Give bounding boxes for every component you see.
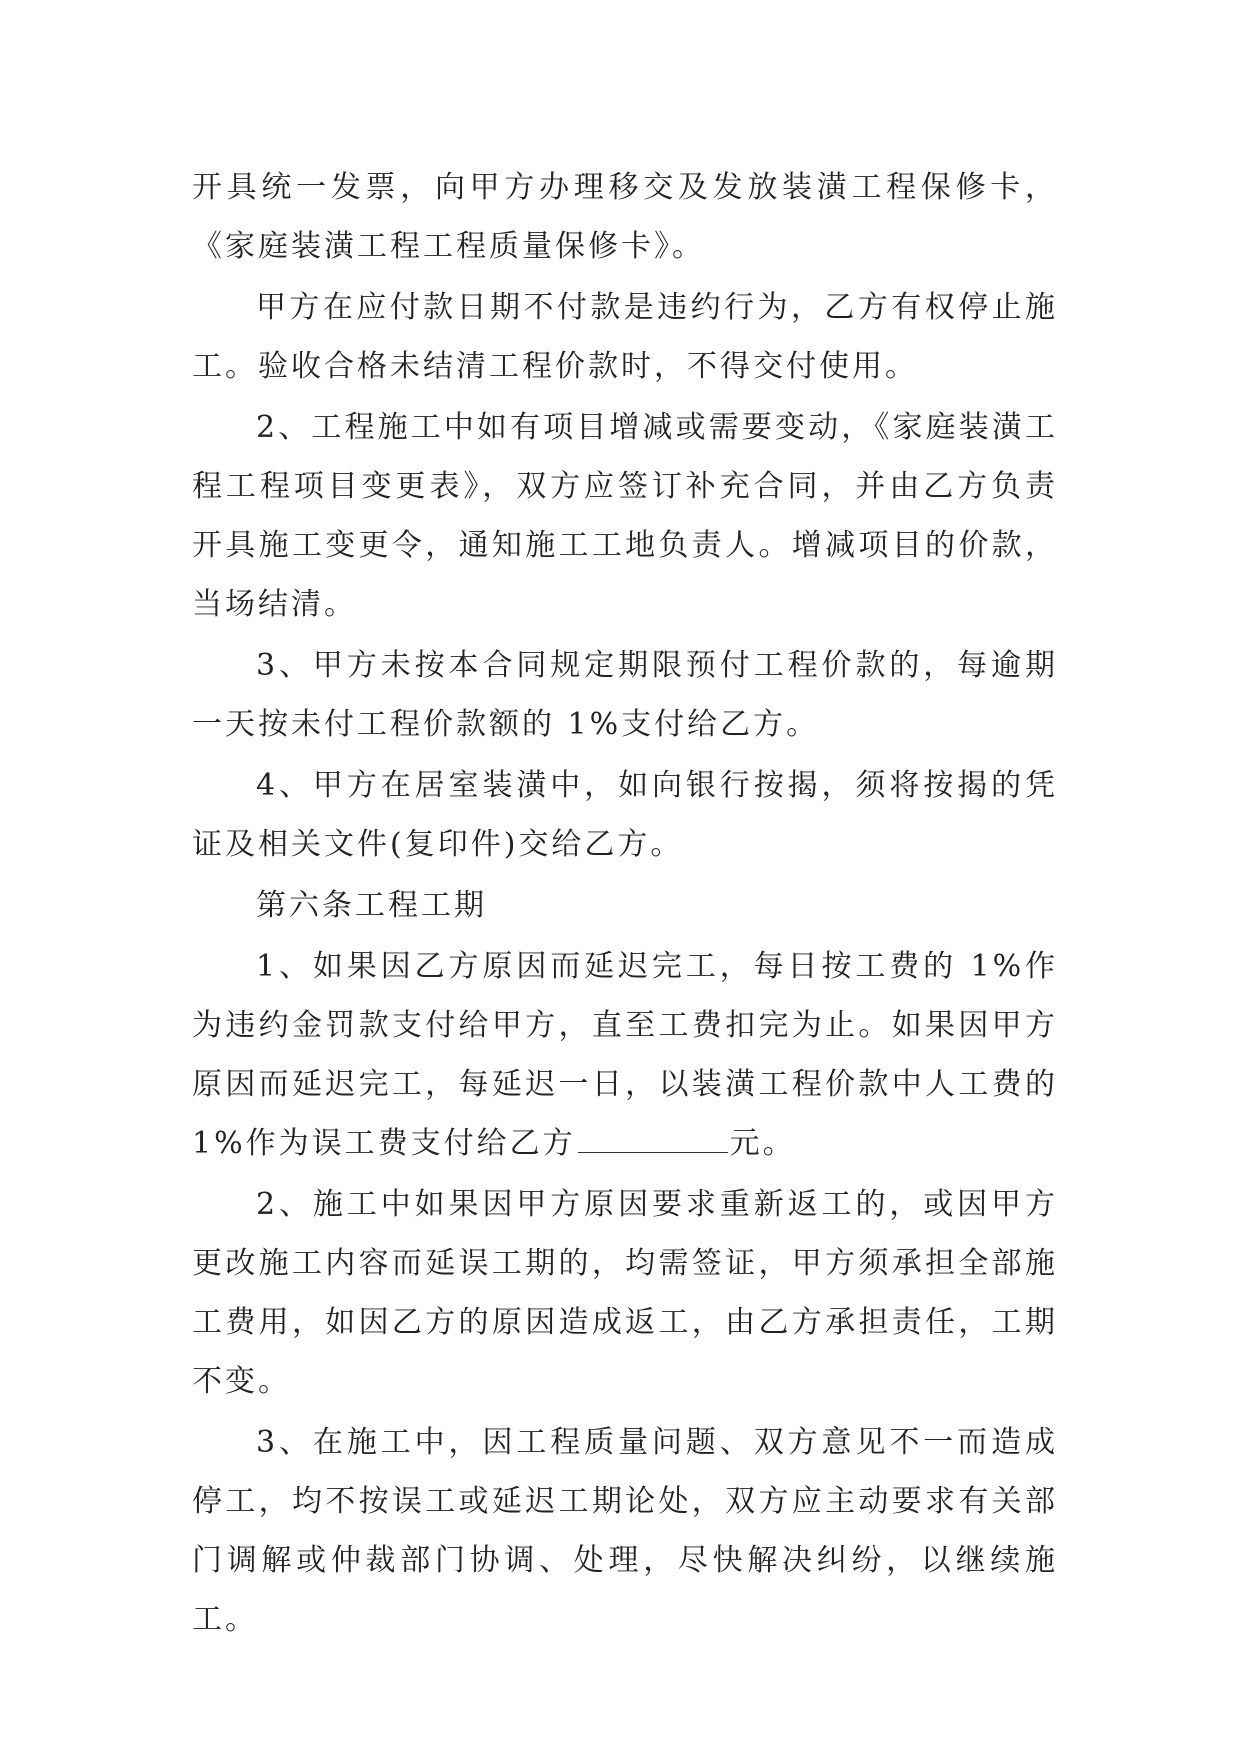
amount-blank-line	[578, 1122, 728, 1153]
paragraph-clause-2-changes: 2、工程施工中如有项目增减或需要变动，《家庭装潢工程工程项目变更表》，双方应签订补充合同，并由乙方负责开具施工变更令，通知施工工地负责人。增减项目的价款，当场结清。	[192, 410, 1058, 622]
paragraph-clause-4-mortgage: 4、甲方在居室装潢中，如向银行按揭，须将按揭的凭证及相关文件(复印件)交给乙方。	[192, 768, 1058, 862]
paragraph-article-6-clause-3: 3、在施工中，因工程质量问题、双方意见不一而造成停工，均不按误工或延迟工期论处，双方应主动要求有关部门调解或仲裁部门协调、处理，尽快解决纠纷，以继续施工。	[192, 1425, 1058, 1637]
paragraph-clause-3-penalty: 3、甲方未按本合同规定期限预付工程价款的，每逾期一天按未付工程价款额的 1%支付给乙方。	[192, 648, 1058, 742]
paragraph-article-6-clause-2: 2、施工中如果因甲方原因要求重新返工的，或因甲方更改施工内容而延误工期的，均需签证，甲方须承担全部施工费用，如因乙方的原因造成返工，由乙方承担责任，工期不变。	[192, 1187, 1058, 1399]
section-heading-article-6: 第六条工程工期	[256, 888, 487, 923]
paragraph-invoice: 开具统一发票，向甲方办理移交及发放装潢工程保修卡，《家庭装潢工程工程质量保修卡》。	[192, 170, 1058, 264]
paragraph-article-6-clause-1	[192, 937, 1058, 1173]
clause-1-text: 1、如果因乙方原因而延迟完工，每日按工费的 1%作为违约金罚款支付给甲方，直至工费扣完为止。如果因甲方原因而延迟完工，每延迟一日，以装潢工程价款中人工费的 1%作为误工费支付给乙方	[192, 949, 1058, 1161]
clause-1-suffix: 元。	[729, 1126, 796, 1161]
document-body	[192, 158, 1058, 1651]
paragraph-late-payment: 甲方在应付款日期不付款是违约行为，乙方有权停止施工。验收合格未结清工程价款时，不得交付使用。	[192, 290, 1058, 384]
